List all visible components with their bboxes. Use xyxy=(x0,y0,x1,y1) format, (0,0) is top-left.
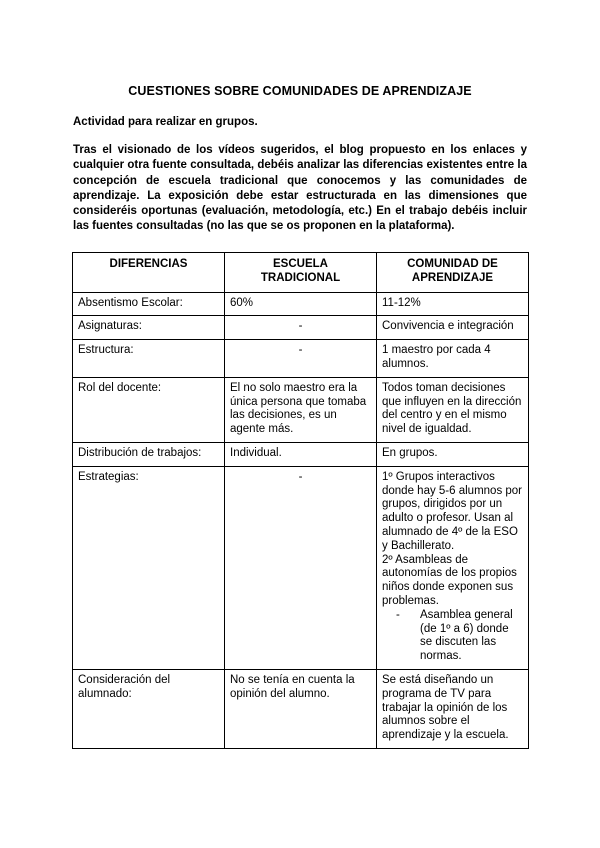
comunidad-cell xyxy=(377,466,529,669)
document-subtitle: Actividad para realizar en grupos. xyxy=(73,116,258,128)
header-escuela-tradicional: ESCUELA TRADICIONAL xyxy=(225,253,377,293)
table-row xyxy=(73,316,529,340)
estrategia-grupos-interactivos: 1º Grupos interactivos donde hay 5-6 alumnos por grupos, dirigidos por un adulto o profesor. Usan al alumnado de 4º de la ESO y Bachillerato. xyxy=(382,470,523,552)
comunidad-cell: Todos toman decisiones que influyen en la dirección del centro y en el mismo nivel de igualdad. xyxy=(377,377,529,442)
header-diferencias: DIFERENCIAS xyxy=(73,253,225,293)
tradicional-cell: - xyxy=(225,466,377,669)
table-row xyxy=(73,442,529,466)
comunidad-cell: Se está diseñando un programa de TV para trabajar la opinión de los alumnos sobre el aprendizaje y la escuela. xyxy=(377,669,529,748)
row-label: Absentismo Escolar: xyxy=(73,292,225,316)
table-row xyxy=(73,292,529,316)
asamblea-general-text: Asamblea general (de 1º a 6) donde se discuten las normas. xyxy=(420,608,513,663)
intro-paragraph: Tras el visionado de los vídeos sugeridos, el blog propuesto en los enlaces y cualquier otra fuente consultada, debéis analizar las diferencias existentes entre la concepción de escuela tradicional que conocemos y las comunidades de aprendizaje. La exposición debe estar estructurada en las dimensiones que consideréis oportunas (evaluación, metodología, etc.) En el trabajo debéis incluir las fuentes consultadas (no las que se os proponen en la plataforma). xyxy=(73,144,527,233)
table-header-row xyxy=(73,253,529,293)
estrategia-subitem xyxy=(382,609,523,664)
tradicional-cell: No se tenía en cuenta la opinión del alumno. xyxy=(225,669,377,748)
tradicional-cell: - xyxy=(225,316,377,340)
row-label: Distribución de trabajos: xyxy=(73,442,225,466)
row-label: Asignaturas: xyxy=(73,316,225,340)
table-row xyxy=(73,340,529,378)
header-comunidad-aprendizaje: COMUNIDAD DE APRENDIZAJE xyxy=(377,253,529,293)
row-label: Consideración del alumnado: xyxy=(73,669,225,748)
comunidad-cell: 11-12% xyxy=(377,292,529,316)
document-title: CUESTIONES SOBRE COMUNIDADES DE APRENDIZAJE xyxy=(128,84,472,98)
tradicional-cell: - xyxy=(225,340,377,378)
tradicional-cell: Individual. xyxy=(225,442,377,466)
comunidad-cell: En grupos. xyxy=(377,442,529,466)
row-label: Rol del docente: xyxy=(73,377,225,442)
dash-bullet: - xyxy=(396,608,400,621)
table-row xyxy=(73,377,529,442)
table-row xyxy=(73,466,529,669)
differences-table xyxy=(72,252,529,749)
comunidad-cell: Convivencia e integración xyxy=(377,316,529,340)
row-label: Estrategias: xyxy=(73,466,225,669)
tradicional-cell: El no solo maestro era la única persona que tomaba las decisiones, es un agente más. xyxy=(225,377,377,442)
row-label: Estructura: xyxy=(73,340,225,378)
comunidad-cell: 1 maestro por cada 4 alumnos. xyxy=(377,340,529,378)
estrategia-asambleas: 2º Asambleas de autonomías de los propios niños donde exponen sus problemas. xyxy=(382,553,517,607)
tradicional-cell: 60% xyxy=(225,292,377,316)
table-row xyxy=(73,669,529,748)
